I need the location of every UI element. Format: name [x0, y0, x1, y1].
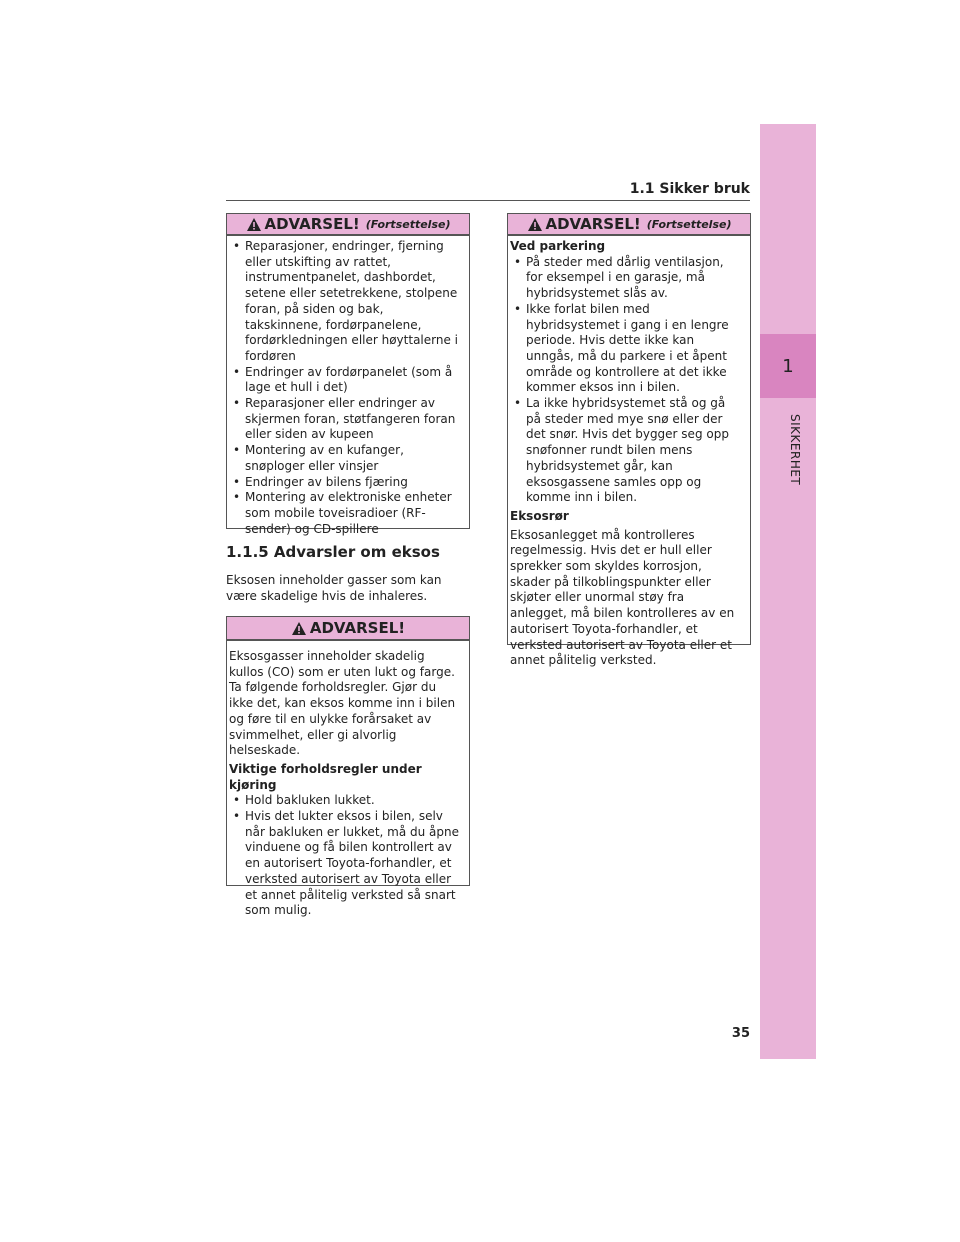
list-item: • Endringer av bilens fjæring: [229, 475, 461, 491]
list-item: • Reparasjoner, endringer, fjerning eller utskifting av rattet, instrumentpanelet, dashbordet, setene eller setetrekkene, stolpene foran, på siden og bak, takskinnene, fordørpanelene, fordørkledningen eller høyttalerne i fordøren: [229, 239, 461, 365]
warning-subheading: Viktige forholdsregler under kjøring: [229, 761, 422, 792]
chapter-number: 1: [760, 334, 816, 398]
section-header-title: 1.1 Sikker bruk: [629, 181, 750, 197]
list-item: • Hvis det lukter eksos i bilen, selv når bakluken er lukket, må du åpne vinduene og få bilen kontrollert av en autorisert Toyota-forhandler, et verksted autorisert av Toyota eller et annet pålitelig verksted så snart som mulig.: [229, 809, 461, 919]
warning-triangle-icon: [527, 217, 543, 232]
warning-box-continued-left: [226, 213, 470, 536]
section-heading: 1.1.5 Advarsler om eksos: [226, 543, 440, 561]
list-item: • Endringer av fordørpanelet (som å lage et hull i det): [229, 365, 461, 396]
warning-bar: [227, 214, 469, 236]
warning-paragraph: Eksosgasser inneholder skadelig kullos (CO) som er uten lukt og farge. Ta følgende forholdsregler. Gjør du ikke det, kan eksos komme inn i bilen og føre til en ulykke forårsaket av svimmelhet, eller gi alvorlig helseskade.: [229, 649, 456, 758]
section-intro: Eksosen inneholder gasser som kan være skadelige hvis de inhaleres.: [226, 573, 442, 603]
warning-subheading: Ved parkering: [510, 239, 606, 253]
warning-subtitle: (Fortsettelse): [365, 217, 451, 231]
chapter-label: SIKKERHET: [788, 414, 802, 486]
warning-title: ADVARSEL!: [545, 215, 641, 233]
list-item: • Ikke forlat bilen med hybridsystemet i gang i en lengre periode. Hvis dette ikke kan unngås, må du parkere i et åpent område og kontrollere at det ikke kommer eksos inn i bilen.: [510, 302, 742, 396]
page-header: [226, 178, 750, 201]
list-item: • Hold bakluken lukket.: [229, 793, 461, 809]
list-item: • Montering av en kufanger, snøploger eller vinsjer: [229, 443, 461, 474]
warning-subheading: Eksosrør: [510, 508, 569, 523]
side-chapter-tab: [760, 124, 816, 1059]
warning-triangle-icon: [246, 217, 262, 232]
page-number: 35: [731, 1026, 750, 1041]
warning-title: ADVARSEL!: [309, 619, 406, 637]
list-item: • Montering av elektroniske enheter som mobile toveisradioer (RF-sender) og CD-spillere: [229, 490, 461, 537]
warning-box-continued-right: [507, 213, 751, 668]
list-item: • La ikke hybridsystemet stå og gå på steder med mye snø eller der det snør. Hvis det bygger seg opp snøfonner rundt bilen mens hybridsystemet går, kan eksosgassene samles opp og komme inn i bilen.: [510, 396, 742, 506]
warning-triangle-icon: [291, 621, 307, 636]
warning-paragraph: Eksosanlegget må kontrolleres regelmessig. Hvis det er hull eller sprekker som skyldes korrosjon, skader på tilkoblingspunkter eller skjøter eller unormal støy fra anlegget, må bilen kontrolleres av en autorisert Toyota-forhandler, et verksted autorisert av Toyota eller et annet pålitelig verksted.: [510, 527, 735, 668]
warning-subtitle: (Fortsettelse): [646, 217, 732, 231]
list-item: • Reparasjoner eller endringer av skjermen foran, støtfangeren foran eller siden av kupeen: [229, 396, 461, 443]
warning-box-exhaust: [226, 616, 470, 918]
warning-bar: [227, 617, 469, 641]
warning-bar: [508, 214, 750, 236]
list-item: • På steder med dårlig ventilasjon, for eksempel i en garasje, må hybridsystemet slås av.: [510, 255, 742, 302]
warning-title: ADVARSEL!: [264, 215, 360, 233]
